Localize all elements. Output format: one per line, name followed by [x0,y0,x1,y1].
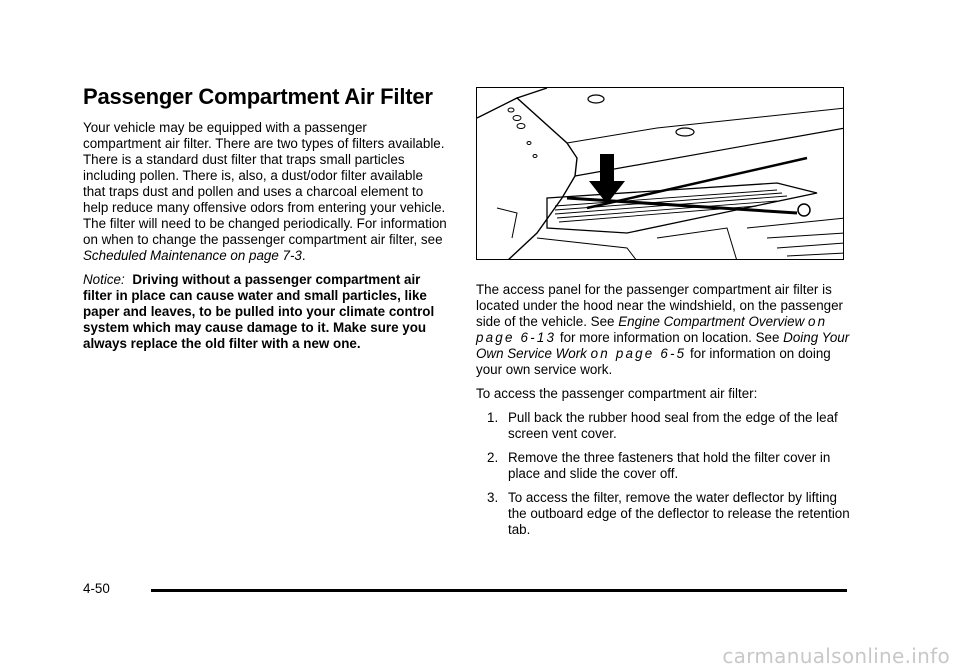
step-text: To access the filter, remove the water deflector by lifting the outboard edge of the deflector to release the retention tab. [508,490,850,537]
own-service-page-link[interactable]: on page 6-5 [590,346,687,361]
list-item [476,450,856,482]
list-item [476,410,856,442]
engine-compartment-link[interactable]: Engine Compartment Overview [618,314,805,329]
access-panel-paragraph [476,282,856,378]
intro-paragraph [83,120,448,264]
right-column [476,282,856,546]
watermark: carmanualsonline.info [722,644,950,668]
notice-text: Driving without a passenger compartment air filter in place can cause water and small particles, like paper and leaves, to be pulled into your climate control system which may cause damage to it. Make sure you always replace the old filter with a new one. [83,272,435,351]
scheduled-maintenance-link[interactable]: Scheduled Maintenance on page 7-3 [83,248,302,263]
arrow-down-icon [589,154,625,204]
page-title: Passenger Compartment Air Filter [83,84,433,109]
step-number: 3. [487,490,499,505]
p1-text-c: for information on doing your own service work. [476,346,831,377]
p1-text-a: The access panel for the passenger compartment air filter is located under the hood near the windshield, on the passenger side of the vehicle. See [476,282,844,329]
step-text: Pull back the rubber hood seal from the edge of the leaf screen vent cover. [508,410,838,441]
step-number: 1. [487,410,499,425]
engine-compartment-page-link[interactable]: on page 6-13 [476,314,828,345]
own-service-link[interactable]: Doing Your Own Service Work [476,330,850,361]
left-column [83,84,448,360]
footer-rule [151,589,847,592]
intro-text: Your vehicle may be equipped with a passenger compartment air filter. There are two types of filters available. There is a standard dust filter that traps small particles including pollen. There is, also, a dust/odor filter available that traps dust and pollen and uses a charcoal element to help reduce many offensive odors from entering your vehicle. The filter will need to be changed periodically. For information on when to change the passenger compartment air filter, see [83,120,447,247]
step-number: 2. [487,450,499,465]
intro-end: . [301,248,306,263]
notice-paragraph [83,272,448,352]
list-item [476,490,856,538]
p1-text-b: for more information on location. See [559,330,780,345]
notice-lead: Notice: [83,272,125,287]
step-text: Remove the three fasteners that hold the filter cover in place and slide the cover off. [508,450,831,481]
steps-list [476,410,856,538]
engine-compartment-illustration [476,87,844,260]
access-intro-paragraph: To access the passenger compartment air filter: [476,386,758,401]
page-number: 4-50 [83,581,110,596]
hood-filter-illustration [477,88,844,260]
